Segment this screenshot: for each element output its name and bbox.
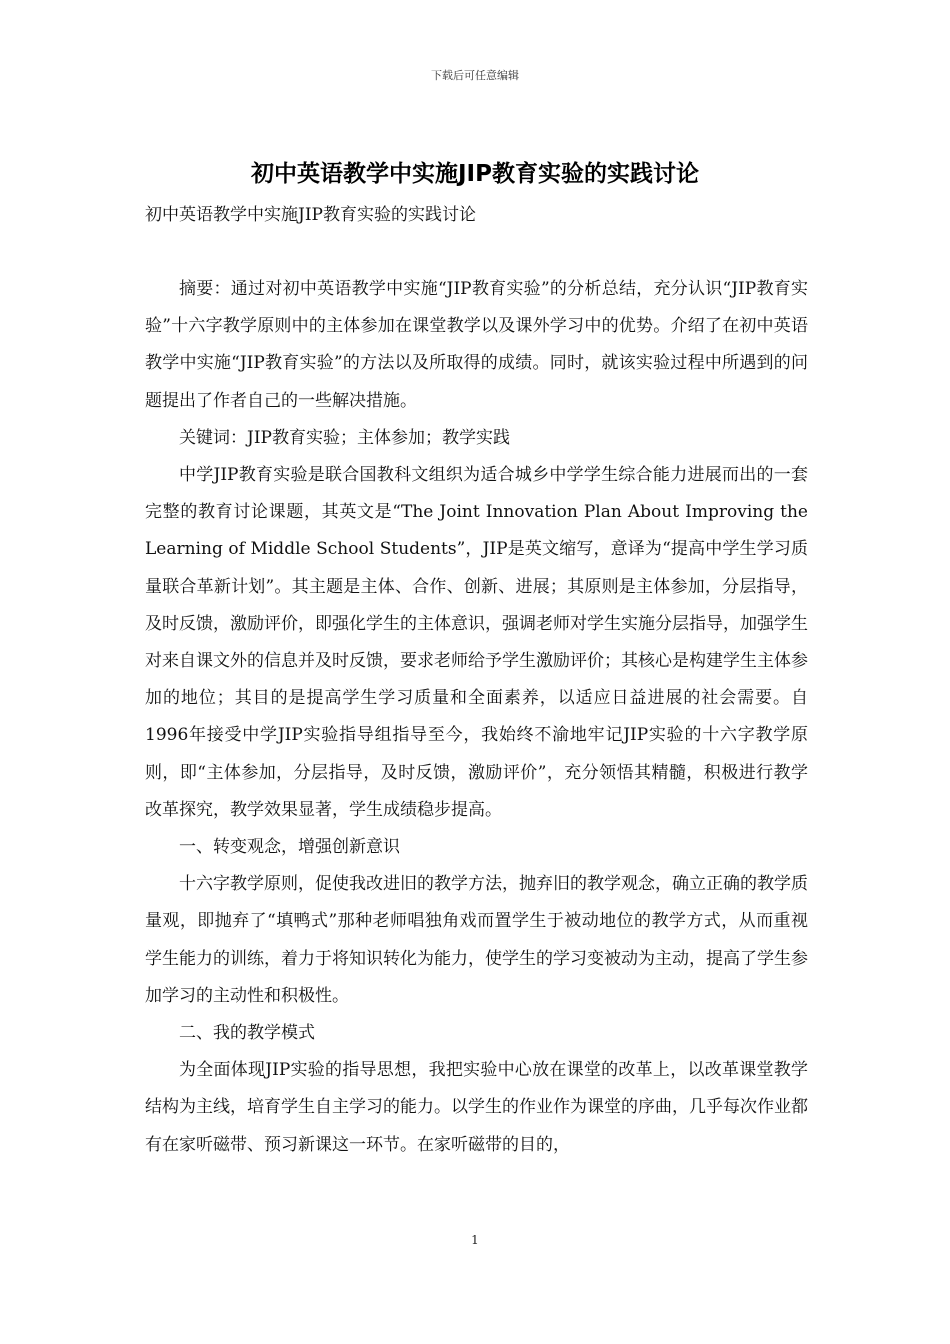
document-title: 初中英语教学中实施JIP教育实验的实践讨论 bbox=[251, 161, 699, 187]
document-subtitle: 初中英语教学中实施JIP教育实验的实践讨论 bbox=[145, 205, 476, 225]
keywords-paragraph: 关键词：JIP教育实验；主体参加；教学实践 bbox=[179, 427, 510, 448]
body-paragraph: 中学JIP教育实验是联合国教科文组织为适合城乡中学学生综合能力进展而出的一套完整的教育讨论课题，其英文是“The Joint Innovation Plan About Improving the Learning of Middle School Students”，JIP是英文缩写，意译为“提高中学生学习质量联合革新计划”。其主题是主体、合作、创新、进展；其原则是主体参加，分层指导，及时反馈，激励评价，即强化学生的主体意识，强调老师对学生实施分层指导，加强学生对来自课文外的信息并及时反馈，要求老师给予学生激励评价；其核心是构建学生主体参加的地位；其目的是提高学生学习质量和全面素养，以适应日益进展的社会需要。自1996年接受中学JIP实验指导组指导至今，我始终不渝地牢记JIP实验的十六字教学原则，即“主体参加，分层指导，及时反馈，激励评价”，充分领悟其精髓，积极进行教学改革探究，教学效果显著，学生成绩稳步提高。 bbox=[145, 465, 808, 820]
document-body bbox=[145, 271, 808, 1164]
body-paragraph: 十六字教学原则，促使我改进旧的教学方法，抛弃旧的教学观念，确立正确的教学质量观，即抛弃了“填鸭式”那种老师唱独角戏而置学生于被动地位的教学方式，从而重视学生能力的训练，着力于将知识转化为能力，使学生的学习变被动为主动，提高了学生参加学习的主动性和积极性。 bbox=[145, 874, 808, 1006]
section-heading: 一、转变观念，增强创新意识 bbox=[179, 837, 400, 858]
page-number: 1 bbox=[471, 1233, 479, 1247]
page-header: 下载后可任意编辑 bbox=[431, 69, 519, 82]
abstract-paragraph: 摘要：通过对初中英语教学中实施“JIP教育实验”的分析总结，充分认识“JIP教育实验”十六字教学原则中的主体参加在课堂教学以及课外学习中的优势。介绍了在初中英语教学中实施“JIP教育实验”的方法以及所取得的成绩。同时，就该实验过程中所遇到的问题提出了作者自己的一些解决措施。 bbox=[145, 279, 808, 411]
body-paragraph: 为全面体现JIP实验的指导思想，我把实验中心放在课堂的改革上，以改革课堂教学结构为主线，培育学生自主学习的能力。以学生的作业作为课堂的序曲，几乎每次作业都有在家听磁带、预习新课这一环节。在家听磁带的目的， bbox=[145, 1060, 808, 1155]
section-heading: 二、我的教学模式 bbox=[179, 1023, 315, 1044]
